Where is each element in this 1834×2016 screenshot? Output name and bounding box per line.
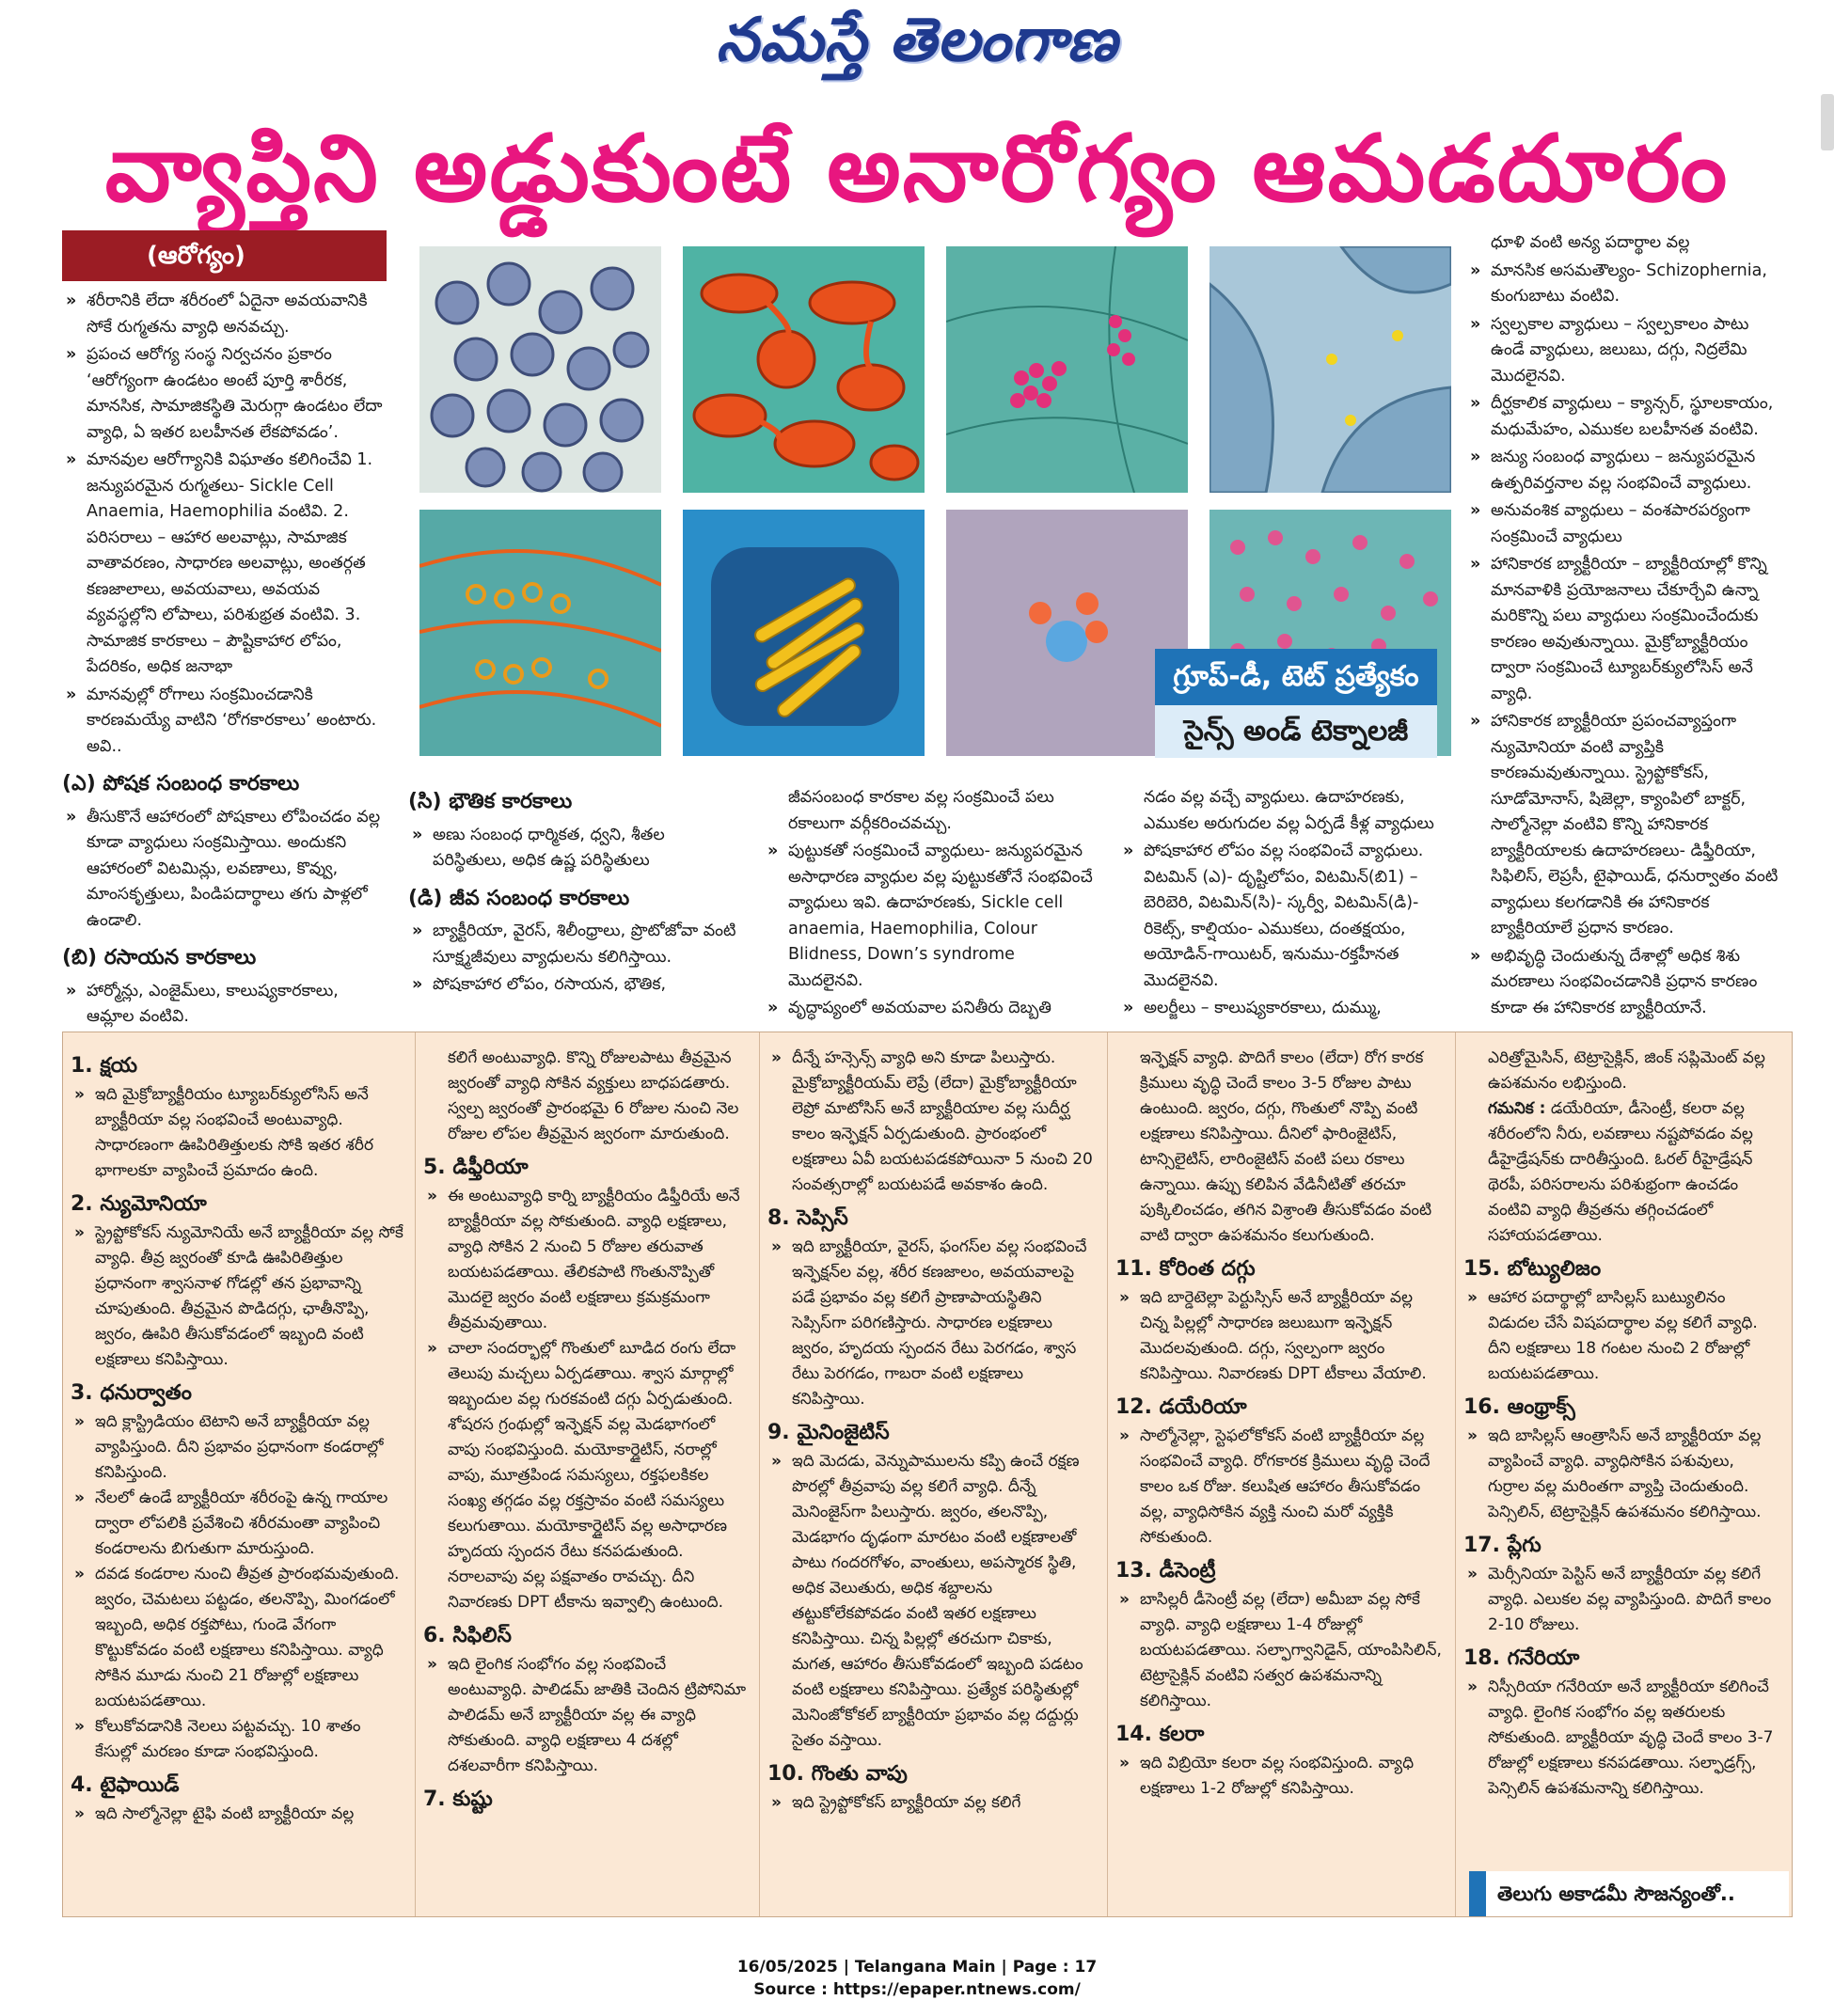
disease-title: 8. సెప్సిస్‌ (767, 1206, 848, 1230)
list-item: » అనువంశిక వ్యాధులు – వంశపారపర్యంగా సంక్రమించే వ్యాధులు (1466, 498, 1786, 550)
pink-virus-cell-image (946, 246, 1188, 493)
note-text: డయేరియా, డీసెంట్రీ, కలరా వల్ల శరీరంలోని నీరు, లవణాలు నష్టపోవడం వల్ల డీహైడ్రేషన్‌కు దారితీస్తుంది. ఓరల్‌ రీహైడ్రేషన్‌ థెరపీ, పరిసరాలను పరిశుభ్రంగా ఉంచడం వంటివి వ్యాధి తీవ్రతను తగ్గించడంలో సహాయపడతాయి. (1488, 1099, 1753, 1245)
disease-text: » ఈ అంటువ్యాధి కార్ని బ్యాక్టీరియం డిఫ్తీరియే అనే బ్యాక్టీరియా వల్ల సోకుతుంది. వ్యాధి లక్షణాలు, వ్యాధి సోకిన 2 నుంచి 5 రోజుల తరువాత బయటపడతాయి. తేలికపాటి గొంతునొప్పితో మొదలై జ్వరం వంటి లక్షణాలు క్రమక్రమంగా తీవ్రమవుతాయి. (423, 1184, 748, 1336)
disease-text: » ఇది బ్యాక్టీరియా, వైరస్‌, ఫంగస్‌ల వల్ల సంభవించే ఇన్ఫెక్షన్‌ల వల్ల, శరీర కణజాలం, అవయవాలపై పడే ప్రభావం వల్ల కలిగే ప్రాణాపాయస్థితిని సెప్సిస్‌గా పరిగణిస్తారు. సాధారణ లక్షణాలు జ్వరం, హృదయ స్పందన రేటు పెరగడం, శ్వాస రేటు పెరగడం, గాబరా వంటి లక్షణాలు కనిపిస్తాయి. (767, 1235, 1096, 1412)
disease-title: 11. కోరింత దగ్గు (1115, 1257, 1256, 1281)
yellow-bacteria-image (683, 510, 925, 756)
cell-membrane-virus-image (419, 510, 661, 756)
list-item: » మానవుల్లో రోగాలు సంక్రమించడానికి కారణమయ్యే వాటిని ‘రోగకారకాలు’ అంటారు. అవి.. (62, 683, 387, 761)
paragraph: నడం వల్ల వచ్చే వ్యాధులు. ఉదాహరణకు, ఎముకల అరుగుదల వల్ల ఏర్పడే కీళ్ల వ్యాధులు (1144, 788, 1434, 833)
disease-text: » ఆహార పదార్థాల్లో బాసిల్లస్‌ బుట్యులినం విడుదల చేసే విషపదార్థాల వల్ల కలిగే వ్యాధి. దీని లక్షణాలు 18 గంటల నుంచి 2 రోజుల్లో బయటపడతాయి. (1463, 1285, 1780, 1387)
footer-source-link[interactable]: Source : https://epaper.ntnews.com/ (753, 1980, 1081, 1999)
disease-text: » బాసిల్లరీ డీసెంట్రీ వల్ల (లేదా) అమీబా వల్ల సోకే వ్యాధి. వ్యాధి లక్షణాలు 1-4 రోజుల్లో బయటపడతాయి. సల్ఫాగ్వానిడైన్‌, యాంపిసిలిన్‌, టెట్రాసైక్లిన్‌ వంటివి సత్వర ఉపశమనాన్ని కలిగిస్తాయి. (1115, 1587, 1444, 1714)
list-item: » బ్యాక్టీరియా, వైరస్‌, శిలీంధ్రాలు, ప్రొటోజోవా వంటి సూక్ష్మజీవులు వ్యాధులను కలిగిస్తాయి. (408, 919, 739, 970)
disease-title: 6. సిఫిలిస్‌ (423, 1624, 512, 1647)
diseases-column-4 (1107, 1032, 1455, 1916)
diseases-column-3 (759, 1032, 1107, 1916)
list-item: » అణు సంబంధ ధార్మికత, ధ్వని, శీతల పరిస్థితులు, అధిక ఉష్ణ పరిస్థితులు (408, 823, 739, 874)
note-label: గమనిక : (1488, 1099, 1546, 1118)
disease-text: » ఇది విబ్రియో కలరా వల్ల సంభవిస్తుంది. వ్యాధి లక్షణాలు 1-2 రోజుల్లో కనిపిస్తాయి. (1115, 1751, 1444, 1802)
disease-title: 7. కుష్టు (423, 1788, 493, 1811)
disease-text: » ఇది మైక్రోబ్యాక్టీరియం ట్యూబర్‌క్యులోసిస్‌ అనే బ్యాక్టీరియా వల్ల సంభవించే అంటువ్యాధి. సాధారణంగా ఊపిరితిత్తులకు సోకి ఇతర శరీర భాగాలకూ వ్యాపించే ప్రమాదం ఉంది. (71, 1082, 403, 1184)
disease-title: 10. గొంతు వాపు (767, 1762, 908, 1786)
list-item: » పోషకాహార లోపం, రసాయన, భౌతిక, (408, 972, 739, 999)
virus-cluster-image (419, 246, 661, 493)
science-technology-badge: సైన్స్‌ అండ్‌ టెక్నాలజీ (1155, 705, 1437, 758)
disease-text: » ఇది స్ట్రెప్టోకోకస్‌ బ్యాక్టీరియా వల్ల కలిగే (767, 1790, 1096, 1816)
disease-title: 16. ఆంథ్రాక్స్‌ (1463, 1395, 1575, 1419)
group-d-tet-badge: గ్రూప్‌-డీ, టెట్‌ ప్రత్యేకం (1155, 649, 1437, 705)
intro-lower-columns (408, 785, 1452, 1025)
disease-text: ఎరిత్రోమైసిన్‌, టెట్రాసైక్లిన్‌, జింక్‌ సప్లిమెంట్‌ వల్ల ఉపశమనం లభిస్తుంది. (1488, 1048, 1765, 1093)
disease-text: » సాల్మోనెల్లా, స్టెఫలోకోకస్‌ వంటి బ్యాక్టీరియా వల్ల సంభవించే వ్యాధి. రోగకారక క్రిములు వృద్ధి చెందే కాలం ఒక రోజు. కలుషిత ఆహారం తీసుకోవడం వల్ల, వ్యాధిసోకిన వ్యక్తి నుంచి మరో వ్యక్తికి సోకుతుంది. (1115, 1424, 1444, 1551)
disease-text: » స్ట్రెప్టోకోకస్‌ న్యుమోనియే అనే బ్యాక్టీరియా వల్ల సోకే వ్యాధి. తీవ్ర జ్వరంతో కూడి ఊపిరితిత్తుల ప్రధానంగా శ్వాసనాళ గోడల్లో తన ప్రభావాన్ని చూపుతుంది. తీవ్రమైన పొడిదగ్గు, ఛాతీనొప్పి, జ్వరం, ఊపిరి తీసుకోవడంలో ఇబ్బంది వంటి లక్షణాలు కనిపిస్తాయి. (71, 1221, 403, 1373)
disease-text: ఇన్ఫెక్షన్‌ వ్యాధి. పొదిగే కాలం (లేదా) రోగ కారక క్రిములు వృద్ధి చెందే కాలం 3-5 రోజుల పాటు ఉంటుంది. జ్వరం, దగ్గు, గొంతులో నొప్పి వంటి లక్షణాలు కనిపిస్తాయి. దీనిలో ఫారింజైటిస్‌, టాన్సిలైటిస్‌, లారింజైటిస్‌ వంటి పలు రకాలు ఉన్నాయి. ఉప్పు కలిపిన వేడినీటితో తరచూ పుక్కిలించడం, తగిన విశ్రాంతి తీసుకోవడం వంటి వాటి ద్వారా ఉపశమనం కలుగుతుంది. (1140, 1048, 1432, 1245)
disease-title: 17. ప్లేగు (1463, 1534, 1542, 1557)
masthead-logo: నమస్తే తెలంగాణ (716, 6, 1118, 75)
page-footer (0, 1956, 1834, 2001)
footer-date-page: 16/05/2025 | Telangana Main | Page : 17 (736, 1958, 1098, 1977)
list-item: » జన్యు సంబంధ వ్యాధులు – జన్యుపరమైన ఉత్పరివర్తనాల వల్ల సంభవించే వ్యాధులు. (1466, 445, 1786, 496)
disease-title: 14. కలరా (1115, 1723, 1205, 1746)
disease-title: 15. బోట్యులిజం (1463, 1257, 1602, 1281)
paragraph: ధూళి వంటి అన్య పదార్థాల వల్ల (1491, 233, 1690, 252)
list-item: » పుట్టుకతో సంక్రమించే వ్యాధులు- జన్యుపరమైన అసాధారణ వ్యాధుల వల్ల పుట్టుకతోనే సంభవించే వ్యాధులు ఇవి. ఉదాహరణకు, Sickle cell anaemia, Haemophilia, Colour Blidness, Down’s syndrome మొదలైనవి. (764, 839, 1095, 994)
subheading-c: (సి) భౌతిక కారకాలు (408, 790, 573, 813)
blue-cell-image (1209, 246, 1451, 493)
disease-title: 2. న్యుమోనియా (71, 1192, 207, 1216)
credit-label: తెలుగు అకాడమీ సౌజన్యంతో.. (1469, 1871, 1789, 1916)
intro-column-1 (62, 230, 387, 1025)
scrollbar[interactable] (1821, 94, 1834, 150)
list-item: » ప్రపంచ ఆరోగ్య సంస్థ నిర్వచనం ప్రకారం ‘ఆరోగ్యంగా ఉండటం అంటే పూర్తి శారీరక, మానసిక, సామాజికస్థితి మెరుగ్గా ఉండటం లేదా వ్యాధి, ఏ ఇతర బలహీనత లేకపోవడం’. (62, 342, 387, 446)
disease-title: 1. క్షయ (71, 1054, 138, 1078)
disease-text: » దవడ కండరాల నుంచి తీవ్రత ప్రారంభమవుతుంది. జ్వరం, చెమటలు పట్టడం, తలనొప్పి, మింగడంలో ఇబ్బంది, అధిక రక్తపోటు, గుండె వేగంగా కొట్టుకోవడం వంటి లక్షణాలు కనిపిస్తాయి. వ్యాధి సోకిన మూడు నుంచి 21 రోజుల్లో లక్షణాలు బయటపడతాయి. (71, 1562, 403, 1714)
disease-text: » ఇది మెదడు, వెన్నుపాములను కప్పి ఉంచే రక్షణ పొరల్లో తీవ్రవాపు వల్ల కలిగే వ్యాధి. దీన్నే మెనింజైస్‌గా పిలుస్తారు. జ్వరం, తలనొప్పి, మెడభాగం దృఢంగా మారటం వంటి లక్షణాలతో పాటు గందరగోళం, వాంతులు, అపస్మారక స్థితి, అధిక వెలుతురు, అధిక శబ్దాలను తట్టుకోలేకపోవడం వంటి ఇతర లక్షణాలు కనిపిస్తాయి. చిన్న పిల్లల్లో తరచుగా చికాకు, మగత, ఆహారం తీసుకోవడంలో ఇబ్బంది పడటం వంటి లక్షణాలు కనిపిస్తాయి. ప్రత్యేక పరిస్థితుల్లో మెనింజోకోకల్‌ బ్యాక్టీరియా ప్రభావం వల్ల దద్దుర్లు సైతం వస్తాయి. (767, 1449, 1096, 1754)
list-item: » పోషకాహార లోపం వల్ల సంభవించే వ్యాధులు. విటమిన్‌ (ఎ)- దృష్టిలోపం, విటమిన్‌(బి1) – బెరిబెరి, విటమిన్‌(సి)- స్కర్వీ, విటమిన్‌(డి)- రికెట్స్‌, కాల్షియం- ఎముకలు, దంతక్షయం, అయోడిన్‌-గాయిటర్‌, ఇనుము-రక్తహీనత మొదలైనవి. (1119, 839, 1450, 994)
list-item: » మానవుల ఆరోగ్యానికి విఘాతం కలిగించేవి 1. జన్యుపరమైన రుగ్మతలు- Sickle Cell Anaemia, Haemophilia వంటివి. 2. పరిసరాలు – ఆహార అలవాట్లు, సామాజిక వాతావరణం, సాధారణ అలవాట్లు, అంతర్గత కణజాలాలు, అవయవాలు, అవయవ వ్యవస్థల్లోని లోపాలు, పరిశుభ్రత వంటివి. 3. సామాజిక కారకాలు – పౌష్టికాహార లోపం, పేదరికం, అధిక జనాభా (62, 448, 387, 681)
disease-text: కలిగే అంటువ్యాధి. కొన్ని రోజులపాటు తీవ్రమైన జ్వరంతో వ్యాధి సోకిన వ్యక్తులు బాధపడతారు. స్వల్ప జ్వరంతో ప్రారంభమై 6 రోజుల నుంచి నెల రోజుల లోపల తీవ్రమైన జ్వరంగా మారుతుంది. (448, 1048, 739, 1143)
diseases-panel (62, 1032, 1793, 1917)
subheading-a: (ఎ) పోషక సంబంధ కారకాలు (62, 772, 300, 795)
disease-title: 3. ధనుర్వాతం (71, 1381, 192, 1405)
disease-text: » ఇది బార్డెటెల్లా పెర్టుస్సిస్‌ అనే బ్యాక్టీరియా వల్ల చిన్న పిల్లల్లో సాధారణ జలుబుగా ఇన్ఫెక్షన్‌ మొదలవుతుంది. దగ్గు, స్వల్పంగా జ్వరం కనిపిస్తాయి. నివారణకు DPT టీకాలు వేయాలి. (1115, 1285, 1444, 1387)
intro-column-2 (408, 785, 739, 1025)
diseases-column-2 (415, 1032, 759, 1916)
disease-title: 5. డిఫ్తీరియా (423, 1156, 529, 1179)
subheading-b: (బి) రసాయన కారకాలు (62, 946, 257, 969)
list-item: » శరీరానికి లేదా శరీరంలో ఏదైనా అవయవానికి సోకే రుగ్మతను వ్యాధి అనవచ్చు. (62, 289, 387, 340)
disease-text: » ఇది లైంగిక సంభోగం వల్ల సంభవించే అంటువ్యాధి. పాలిడమ్‌ జాతికి చెందిన ట్రిపోనిమా పాలిడమ్‌ అనే బ్యాక్టీరియా వల్ల ఈ వ్యాధి సోకుతుంది. వ్యాధి లక్షణాలు 4 దశల్లో దశలవారీగా కనిపిస్తాయి. (423, 1652, 748, 1779)
list-item: » హానికారక బ్యాక్టీరియా ప్రపంచవ్యాప్తంగా న్యుమోనియా వంటి వ్యాప్తికి కారణమవుతున్నాయి. స్ట్రెప్టోకోకస్‌, సూడోమోనాస్‌, షిజెల్లా, క్యాంపిలో బాక్టర్‌, సాల్మోనెల్లా వంటివి కొన్ని హానికారక బ్యాక్టీరియాలకు ఉదాహరణలు- డిఫ్తీరియా, సిఫిలిస్‌, లెప్రసీ, టైఫాయిడ్‌, ధనుర్వాతం వంటి వ్యాధులు కలగడానికి ఈ హానికారక బ్యాక్టీరియాలే ప్రధాన కారణం. (1466, 709, 1786, 942)
disease-text: » నిస్సీరియా గనేరియా అనే బ్యాక్టీరియా కలిగించే వ్యాధి. లైంగిక సంభోగం వల్ల ఇతరులకు సోకుతుంది. బ్యాక్టీరియా వృద్ధి చెందే కాలం 3-7 రోజుల్లో లక్షణాలు కనపడతాయి. సల్ఫాడ్రగ్స్‌, పెన్సిలిన్‌ ఉపశమనాన్ని కలిగిస్తాయి. (1463, 1675, 1780, 1802)
list-item: » తీసుకొనే ఆహారంలో పోషకాలు లోపించడం వల్ల కూడా వ్యాధులు సంక్రమిస్తాయి. అందుకని ఆహారంలో విటమిన్లు, లవణాలు, కొవ్వు, మాంసకృత్తులు, పిండిపదార్థాలు తగు పాళ్లలో ఉండాలి. (62, 805, 387, 935)
intro-column-3 (764, 785, 1095, 1025)
orange-bacteria-image (683, 246, 925, 493)
list-item: » అలర్జీలు – కాలుష్యకారకాలు, దుమ్ము, (1119, 996, 1450, 1022)
disease-text: » ఇది క్లాస్ట్రిడియం టెటాని అనే బ్యాక్టీరియా వల్ల వ్యాపిస్తుంది. దీని ప్రభావం ప్రధానంగా కండరాల్లో కనిపిస్తుంది. (71, 1410, 403, 1486)
masthead (0, 0, 1834, 94)
disease-text: » ఇది సాల్మోనెల్లా టైఫి వంటి బ్యాక్టీరియా వల్ల (71, 1802, 403, 1827)
disease-text: » ఇది బాసిల్లస్‌ ఆంత్రాసిస్‌ అనే బ్యాక్టీరియా వల్ల వ్యాపించే వ్యాధి. వ్యాధిసోకిన పశువులు, గుర్రాల వల్ల మరింతగా వ్యాప్తి చెందుతుంది. పెన్సిలిన్‌, టెట్రాసైక్లిన్‌ ఉపశమనం కలిగిస్తాయి. (1463, 1424, 1780, 1525)
disease-text: » దీన్నే హన్సెన్స్‌ వ్యాధి అని కూడా పిలుస్తారు. మైక్రోబ్యాక్టీరియమ్‌ లెప్రే (లేదా) మైక్రోబ్యాక్టీరియా లెప్రో మాటోసిస్‌ అనే బ్యాక్టీరియాల వల్ల సుదీర్ఘ కాలం ఇన్ఫెక్షన్‌ ఏర్పడుతుంది. ప్రారంభంలో లక్షణాలు ఏవీ బయటపడకపోయినా 5 నుంచి 20 సంవత్సరాల్లో బయటపడే అవకాశం ఉంది. (767, 1046, 1096, 1198)
disease-text: » చాలా సందర్భాల్లో గొంతులో బూడిద రంగు లేదా తెలుపు మచ్చలు ఏర్పడతాయి. శ్వాస మార్గాల్లో ఇబ్బందుల వల్ల గురకవంటి దగ్గు ఏర్పడుతుంది. శోషరస గ్రంథుల్లో ఇన్ఫెక్షన్‌ వల్ల మెడభాగంలో వాపు సంభవిస్తుంది. మయోకార్డైటిస్‌, నరాల్లో వాపు, మూత్రపిండ సమస్యలు, రక్తఫలకికల సంఖ్య తగ్గడం వల్ల రక్తస్రావం వంటి సమస్యలు కలుగుతాయి. మయోకార్డైటిస్‌ వల్ల అసాధారణ హృదయ స్పందన రేటు కనపడుతుంది. నరాలవాపు వల్ల పక్షవాతం రావచ్చు. దీని నివారణకు DPT టీకాను ఇవ్వాల్సి ఉంటుంది. (423, 1336, 748, 1615)
disease-text: » కోలుకోవడానికి నెలలు పట్టవచ్చు. 10 శాతం కేసుల్లో మరణం కూడా సంభవిస్తుంది. (71, 1714, 403, 1765)
section-label: (ఆరోగ్యం) (62, 230, 387, 281)
list-item: » వృద్ధాప్యంలో అవయవాల పనితీరు దెబ్బతి (764, 996, 1095, 1022)
list-item: » హానికారక బ్యాక్టీరియా – బ్యాక్టీరియాల్లో కొన్ని మానవాళికి ప్రయోజనాలు చేకూర్చేవి ఉన్నా మరికొన్ని పలు వ్యాధులు సంక్రమించేందుకు కారణం అవుతున్నాయి. మైక్రోబ్యాక్టీరియం ద్వారా సంక్రమించే ట్యూబర్‌క్యులోసిస్‌ అనే వ్యాధి. (1466, 552, 1786, 707)
paragraph: జీవసంబంధ కారకాల వల్ల సంక్రమించే పలు రకాలుగా వర్గీకరించవచ్చు. (788, 788, 1054, 833)
diseases-column-1 (63, 1032, 415, 1916)
list-item: » హార్మోన్లు, ఎంజైమ్‌లు, కాలుష్యకారకాలు, ఆమ్లాల వంటివి. (62, 979, 387, 1031)
disease-text: » నేలలో ఉండే బ్యాక్టీరియా శరీరంపై ఉన్న గాయాల ద్వారా లోపలికి ప్రవేశించి శరీరమంతా వ్యాపించి కండరాలను బిగుతుగా మారుస్తుంది. (71, 1486, 403, 1562)
disease-title: 13. డీసెంట్రీ (1115, 1559, 1216, 1583)
page-headline: వ్యాప్తిని అడ్డుకుంటే అనారోగ్యం ఆమడదూరం (104, 116, 1730, 223)
list-item: » దీర్ఘకాలిక వ్యాధులు – క్యాన్సర్‌, స్థూలకాయం, మధుమేహం, ఎముకల బలహీనత వంటివి. (1466, 391, 1786, 443)
disease-title: 4. టైఫాయిడ్‌ (71, 1773, 180, 1797)
disease-title: 9. మైనింజైటిస్‌ (767, 1421, 890, 1444)
disease-text: » మెర్సీనియా పెస్టిస్‌ అనే బ్యాక్టీరియా వల్ల కలిగే వ్యాధి. ఎలుకల వల్ల వ్యాపిస్తుంది. పొదిగే కాలం 2-10 రోజులు. (1463, 1562, 1780, 1638)
list-item: » మానసిక అసమతౌల్యం- Schizophernia, కుంగుబాటు వంటివి. (1466, 259, 1786, 310)
list-item: » స్వల్పకాల వ్యాధులు – స్వల్పకాలం పాటు ఉండే వ్యాధులు, జలుబు, దగ్గు, నిద్రలేమి మొదలైనవి. (1466, 312, 1786, 390)
note (1463, 1096, 1780, 1249)
subheading-d: (డి) జీవ సంబంధ కారకాలు (408, 886, 630, 910)
diseases-column-5 (1455, 1032, 1792, 1916)
disease-title: 18. గనేరియా (1463, 1646, 1580, 1670)
list-item: » అభివృద్ధి చెందుతున్న దేశాల్లో అధిక శిశు మరణాలు సంభవించడానికి ప్రధాన కారణం కూడా ఈ హానికారక బ్యాక్టీరియానే. (1466, 944, 1786, 1022)
intro-column-5 (1466, 230, 1786, 1025)
intro-column-4 (1119, 785, 1450, 1025)
disease-title: 12. డయేరియా (1115, 1395, 1247, 1419)
virus-single-image (946, 510, 1188, 756)
